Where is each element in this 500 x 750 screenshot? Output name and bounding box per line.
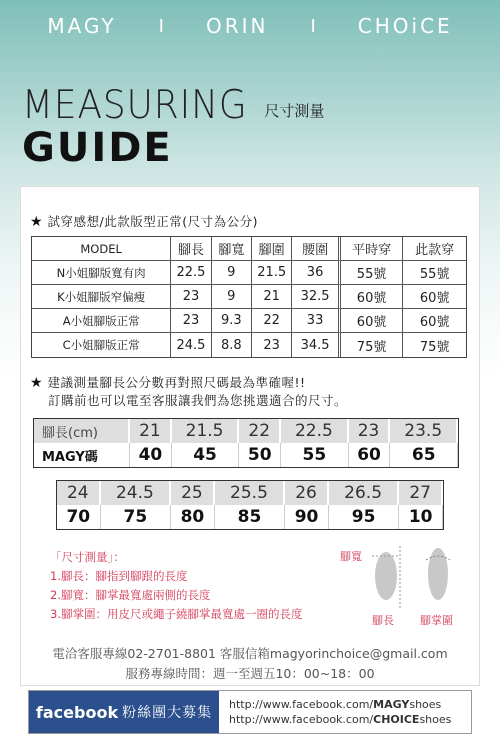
cell: 33 bbox=[292, 309, 340, 333]
cell: 60號 bbox=[341, 309, 404, 333]
cell: 9.3 bbox=[212, 309, 252, 333]
url-name: CHOICE bbox=[373, 713, 420, 726]
th-foot-length: 腳長 bbox=[171, 237, 211, 261]
th-model: MODEL bbox=[32, 237, 171, 261]
url-suffix: shoes bbox=[409, 698, 442, 711]
cell: 24.5 bbox=[171, 333, 211, 357]
facebook-recruit-text: 粉絲團大募集 bbox=[122, 705, 213, 721]
note-foot-girth: 3.腳掌圍：用皮尺或繩子繞腳掌最寬處一圈的長度 bbox=[50, 607, 303, 621]
star-icon: ★ bbox=[30, 214, 44, 230]
brand-choice: CHOiCE bbox=[357, 14, 453, 38]
advice-block bbox=[30, 374, 347, 410]
cell: 9 bbox=[212, 261, 252, 285]
facebook-links bbox=[219, 691, 471, 733]
cell: 9 bbox=[212, 285, 252, 309]
th-foot-width: 腳寬 bbox=[212, 237, 252, 261]
cell: 60號 bbox=[403, 285, 466, 309]
th-waist: 腰圍 bbox=[292, 237, 340, 261]
cell: 22.5 bbox=[171, 261, 211, 285]
cell: 75號 bbox=[419, 339, 450, 355]
trial-table bbox=[31, 236, 467, 358]
page-headline bbox=[22, 83, 325, 171]
cell: 60號 bbox=[341, 285, 404, 309]
cell: 23 bbox=[171, 285, 211, 309]
magy-cell: 40 bbox=[130, 443, 172, 467]
magy-cell: 10 bbox=[399, 505, 443, 529]
facebook-banner[interactable] bbox=[28, 690, 472, 734]
th-this: 此款穿 bbox=[403, 237, 466, 261]
cell-model: C小姐腳版正常 bbox=[32, 333, 171, 357]
label-foot-width: 腳寬 bbox=[340, 550, 362, 563]
footprint-icon bbox=[375, 552, 397, 600]
trial-title-text: 試穿感想/此款版型正常(尺寸為公分) bbox=[47, 214, 259, 229]
cell: 22 bbox=[252, 309, 292, 333]
cell: 75號 bbox=[341, 333, 404, 357]
url-prefix: http://www.facebook.com/ bbox=[229, 713, 374, 726]
brand-separator: I bbox=[310, 15, 316, 37]
magy-cell: 90 bbox=[285, 505, 329, 529]
brand-magy: MAGY bbox=[47, 14, 117, 38]
cell: 32.5 bbox=[292, 285, 340, 309]
magy-cell: 80 bbox=[171, 505, 215, 529]
cm-cell: 26.5 bbox=[329, 481, 399, 505]
magy-cell: 45 bbox=[172, 443, 240, 467]
magy-cell: 55 bbox=[281, 443, 349, 467]
headline-guide: GUIDE bbox=[22, 125, 173, 171]
cm-cell: 23.5 bbox=[390, 419, 458, 443]
foot-diagram bbox=[338, 538, 468, 630]
table-row bbox=[32, 285, 466, 309]
label-foot-girth: 腳掌圍 bbox=[420, 614, 453, 627]
label-foot-length: 腳長 bbox=[372, 614, 394, 627]
table-row bbox=[32, 309, 466, 333]
facebook-logo: facebook bbox=[35, 702, 119, 722]
cell: 23 bbox=[171, 309, 211, 333]
cm-cell: 24 bbox=[57, 481, 101, 505]
magy-cell: 65 bbox=[390, 443, 458, 467]
magy-cell: 70 bbox=[57, 505, 101, 529]
contact-line1: 電洽客服專線02-2701-8801 客服信箱magyorinchoice@gmail.com bbox=[52, 646, 448, 661]
cell-model: N小姐腳版寬有肉 bbox=[32, 261, 171, 285]
magy-cell: 95 bbox=[329, 505, 399, 529]
facebook-link-magy[interactable] bbox=[229, 697, 471, 712]
cell: 60號 bbox=[403, 309, 466, 333]
cell: 21 bbox=[252, 285, 292, 309]
th-foot-girth: 腳圍 bbox=[252, 237, 292, 261]
cm-cell: 22.5 bbox=[281, 419, 349, 443]
star-icon: ★ bbox=[30, 375, 44, 391]
size-table-1 bbox=[33, 418, 459, 468]
contact-line2: 服務專線時間：週一至週五10：00~18：00 bbox=[125, 666, 375, 681]
cm-cell: 25.5 bbox=[215, 481, 285, 505]
cell: 36 bbox=[292, 261, 340, 285]
cm-cell: 27 bbox=[399, 481, 443, 505]
measure-notes bbox=[50, 548, 302, 624]
size-table-2 bbox=[56, 480, 444, 530]
note-foot-length: 1.腳長：腳指到腳跟的長度 bbox=[50, 569, 188, 583]
note-foot-width: 2.腳寬：腳掌最寬處兩側的長度 bbox=[50, 588, 211, 602]
advice-line2: 訂購前也可以電至客服讓我們為您挑選適合的尺寸。 bbox=[48, 393, 348, 408]
cm-cell: 21 bbox=[130, 419, 172, 443]
cm-cell: 26 bbox=[285, 481, 329, 505]
facebook-badge bbox=[29, 691, 219, 733]
cell-model: A小姐腳版正常 bbox=[32, 309, 171, 333]
cell: 8.8 bbox=[212, 333, 252, 357]
table-row bbox=[32, 261, 466, 285]
cell-model: K小姐腳版窄偏瘦 bbox=[32, 285, 171, 309]
advice-line1: 建議測量腳長公分數再對照尺碼最為準確喔!! bbox=[47, 375, 306, 390]
url-name: MAGY bbox=[373, 698, 410, 711]
cell: 34.5 bbox=[292, 333, 340, 357]
trial-title bbox=[30, 212, 258, 230]
magy-cell: 75 bbox=[101, 505, 171, 529]
cell: 55號 bbox=[403, 261, 466, 285]
notes-title: 「尺寸測量」： bbox=[50, 550, 125, 564]
headline-measuring: MEASURING bbox=[22, 83, 248, 128]
cell: 21.5 bbox=[252, 261, 292, 285]
facebook-link-choice[interactable] bbox=[229, 712, 471, 727]
cm-cell: 22 bbox=[239, 419, 281, 443]
cm-cell: 25 bbox=[171, 481, 215, 505]
cm-cell: 24.5 bbox=[101, 481, 171, 505]
brand-separator: I bbox=[158, 15, 164, 37]
table-row bbox=[32, 333, 466, 357]
magy-cell: 60 bbox=[349, 443, 391, 467]
magy-cell: 85 bbox=[215, 505, 285, 529]
url-prefix: http://www.facebook.com/ bbox=[229, 698, 374, 711]
label-cm: 腳長(cm) bbox=[34, 419, 130, 443]
headline-zh: 尺寸測量 bbox=[264, 102, 325, 120]
brand-bar bbox=[0, 14, 500, 38]
cm-cell: 21.5 bbox=[172, 419, 240, 443]
th-usual: 平時穿 bbox=[341, 237, 404, 261]
brand-orin: ORIN bbox=[205, 14, 269, 38]
cm-cell: 23 bbox=[349, 419, 391, 443]
cell: 55號 bbox=[341, 261, 404, 285]
label-magy: MAGY碼 bbox=[34, 443, 130, 467]
cell: 23 bbox=[252, 333, 292, 357]
magy-cell: 50 bbox=[239, 443, 281, 467]
url-suffix: shoes bbox=[419, 713, 452, 726]
